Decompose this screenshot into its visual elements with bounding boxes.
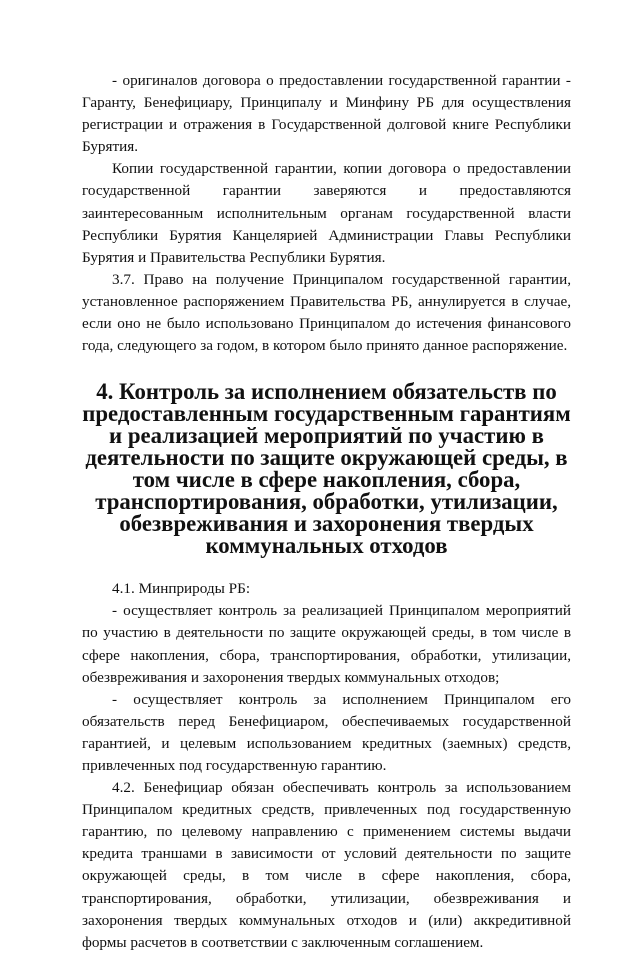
paragraph-4-1: 4.1. Минприроды РБ: [112, 580, 251, 598]
document-body [82, 70, 571, 954]
heading-spacer [82, 557, 571, 578]
paragraph-4-2: 4.2. Бенефициар обязан обеспечивать контроль за использованием Принципалом кредитных средств, привлеченных под государственную гарантию, по целевому направлению с применением системы выдачи кредита траншами в зависимости от условий деятельности по защите окружающей среды, в том числе в сфере накопления, сбора, транспортирования, обработки, утилизации, обезвреживания и захоронения твердых коммунальных отходов и (или) аккредитивной формы расчетов в соответствии с заключенным соглашением. [82, 779, 571, 951]
paragraph-3-7: 3.7. Право на получение Принципалом государственной гарантии, установленное распоряжением Правительства РБ, аннулируется в случае, если оно не было использовано Принципалом до истечения финансового года, следующего за годом, в котором было принято данное распоряжение. [82, 270, 571, 355]
paragraph-originals: - оригиналов договора о предоставлении государственной гарантии - Гаранту, Бенефициару, Принципалу и Минфину РБ для осуществления регистрации и отражения в Государственной долговой книге Республики Бурятия. [82, 72, 571, 156]
paragraph-4-1-item-2: - осуществляет контроль за исполнением Принципалом его обязательств перед Бенефициаром, обеспечиваемых государственной гарантией, и целевым использованием кредитных (заемных) средств, привлеченных под государственную гарантию. [82, 690, 571, 774]
section-4-heading: 4. Контроль за исполнением обязательств по предоставленным государственным гарантиям и реализацией мероприятий по участию в деятельности по защите окружающей среды, в том числе в сфере накопления, сбора, транспортирования, обработки, утилизации, обезвреживания и захоронения твердых коммунальных отходов [82, 379, 571, 559]
paragraph-4-1-item-1: - осуществляет контроль за реализацией Принципалом мероприятий по участию в деятельности по защите окружающей среды, в том числе в сфере накопления, сбора, транспортирования, обработки, утилизации, обезвреживания и захоронения твердых коммунальных отходов; [82, 602, 571, 686]
paragraph-copies: Копии государственной гарантии, копии договора о предоставлении государственной гарантии заверяются и предоставляются заинтересованным исполнительным органам государственной власти Республики Бурятия Канцелярией Администрации Главы Республики Бурятия и Правительства Республики Бурятия. [82, 160, 571, 266]
